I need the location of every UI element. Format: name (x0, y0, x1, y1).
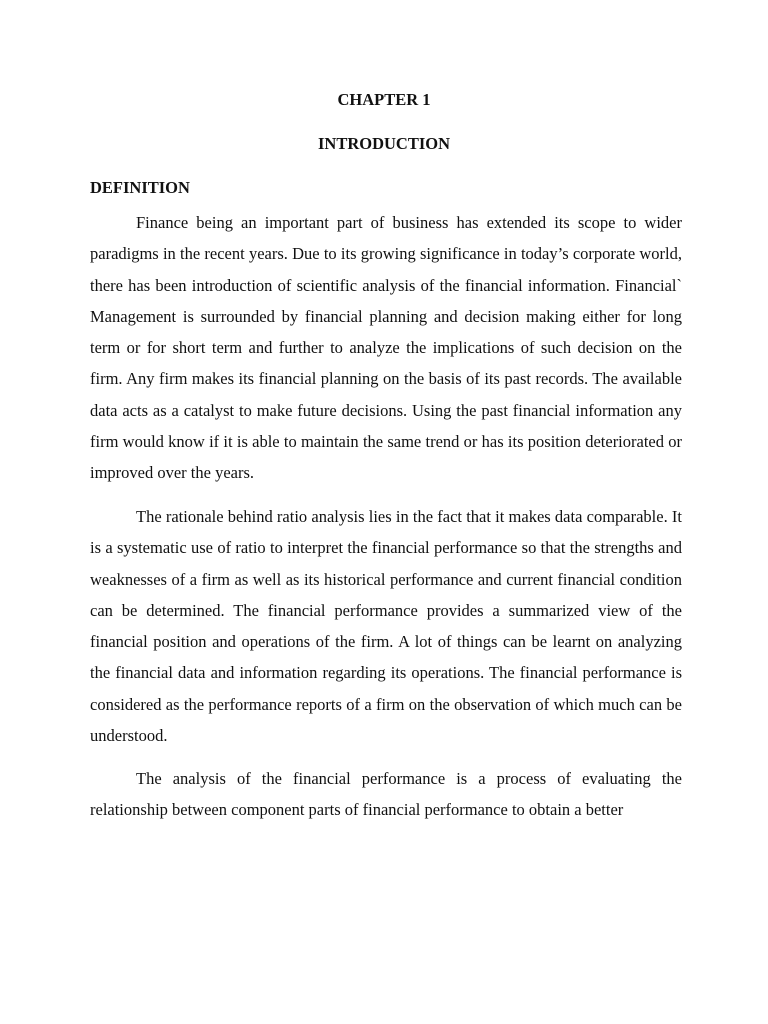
body-paragraph: The rationale behind ratio analysis lies in the fact that it makes data comparable. It is a systematic use of ratio to interpret the financial performance so that the strengths and weaknesses of a firm as well as its historical performance and current financial condition can be determined. The financial performance provides a summarized view of the financial position and operations of the firm. A lot of things can be learnt on analyzing the financial data and information regarding its operations. The financial performance is considered as the performance reports of a firm on the observation of which much can be understood. (90, 507, 682, 746)
chapter-title: INTRODUCTION (317, 134, 451, 153)
chapter-number: CHAPTER 1 (337, 90, 431, 109)
section-heading: DEFINITION (90, 178, 190, 197)
body-paragraph-block (90, 207, 682, 500)
body-paragraph: Finance being an important part of business has extended its scope to wider paradigms in the recent years. Due to its growing significance in today’s corporate world, there has been introduction of scientific analysis of the financial information. Financial` Management is surrounded by financial planning and decision making either for long term or for short term and further to analyze the implications of such decision on the firm. Any firm makes its financial planning on the basis of its past records. The available data acts as a catalyst to make future decisions. Using the past financial information any firm would know if it is able to maintain the same trend or has its position deteriorated or improved over the years. (90, 213, 682, 483)
body-paragraph: The analysis of the financial performance is a process of evaluating the relationship between component parts of financial performance to obtain a better (90, 769, 682, 820)
body-paragraph-block (90, 501, 682, 762)
body-paragraph-block (90, 763, 682, 837)
